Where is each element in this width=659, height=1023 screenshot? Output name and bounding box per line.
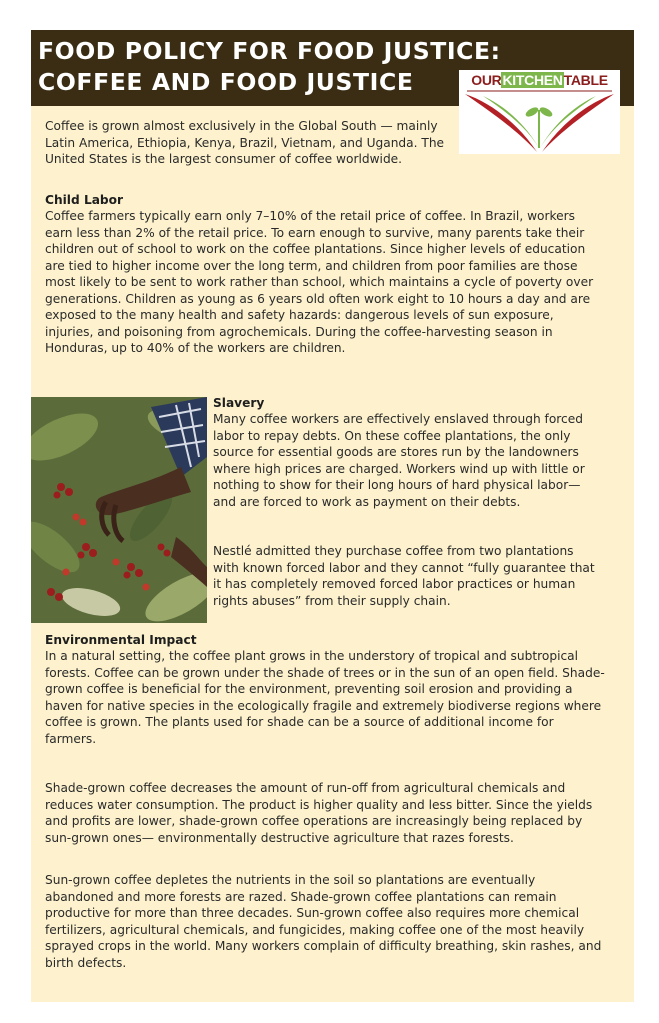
intro-paragraph: Coffee is grown almost exclusively in the Global South — mainly Latin America, Ethiopia, Kenya, Brazil, Vietnam, and Uganda. The United States is the largest consumer of coffee worldwide. — [45, 119, 445, 166]
title-line-1: FOOD POLICY FOR FOOD JUSTICE: — [38, 37, 501, 65]
title-line-2: COFFEE AND FOOD JUSTICE — [38, 68, 414, 96]
logo-word-kitchen: KITCHEN — [502, 72, 563, 88]
slavery-paragraph-2: Nestlé admitted they purchase coffee from two plantations with known forced labor and they cannot “fully guarantee that it has completely removed forced labor practices or human rights abuses” from their supply chain. — [213, 544, 595, 608]
logo-right-swoosh — [542, 94, 614, 152]
child-labor-paragraph: Coffee farmers typically earn only 7–10% of the retail price of coffee. In Brazil, workers earn less than 2% of the retail price. To earn enough to survive, many parents take their children out of school to work on the coffee plantations. Since higher levels of education are tied to higher income over the long term, and children from poor families are those most likely to be sent to work rather than school, which maintains a cycle of poverty over generations. Children as young as 6 years old often work eight to 10 hours a day and are exposed to the many health and safety hazards: dangerous levels of sun exposure, injuries, and poisoning from agrochemicals. During the coffee-harvesting season in Honduras, up to 40% of the workers are children. — [45, 209, 594, 355]
environment-paragraph-2: Shade-grown coffee decreases the amount of run-off from agricultural chemicals and reduces water consumption. The product is higher quality and less bitter. Since the yields and profits are lower, shade-grown coffee operations are increasingly being replaced by sun-grown ones— environmentally destructive agriculture that razes forests. — [45, 781, 593, 845]
logo-sprout-leaf-right — [538, 105, 554, 118]
coffee-harvest-photo — [31, 397, 207, 623]
environment-paragraph-1: In a natural setting, the coffee plant grows in the understory of tropical and subtropical forests. Coffee can be grown under the shade of trees or in the sun of an open field. Shade-grown coffee is beneficial for the environment, preventing soil erosion and providing a haven for native species in the ecologically fragile and extremely biodiverse regions where coffee is grown. The plants used for shade can be a source of additional income for farmers. — [45, 649, 605, 746]
logo-left-swoosh — [465, 94, 537, 152]
page-title — [38, 36, 501, 98]
environment-paragraph-3: Sun-grown coffee depletes the nutrients in the soil so plantations are eventually abandoned and more forests are razed. Shade-grown coffee plantations can remain productive for more than three decades. Sun-grown coffee also requires more chemical fertilizers, agricultural chemicals, and fungicides, making coffee one of the most heavily sprayed crops in the world. Many workers complain of difficulty breathing, skin rashes, and birth defects. — [45, 873, 602, 970]
coffee-cherries-illustration — [31, 397, 207, 623]
our-kitchen-table-logo — [459, 70, 620, 154]
logo-word-our: OUR — [471, 72, 502, 88]
environmental-impact-heading: Environmental Impact — [45, 633, 197, 647]
logo-word-table: TABLE — [563, 72, 608, 88]
logo-heart-mark — [459, 70, 620, 154]
logo-sprout-leaf-left — [524, 105, 540, 118]
child-labor-heading: Child Labor — [45, 193, 124, 207]
slavery-heading: Slavery — [213, 396, 265, 410]
slavery-paragraph-1: Many coffee workers are effectively enslaved through forced labor to repay debts. On these coffee plantations, the only source for essential goods are stores run by the landowners where high prices are charged. Workers wind up with little or nothing to show for their long hours of hard physical labor—and are forced to work as payment on their debts. — [213, 412, 585, 509]
